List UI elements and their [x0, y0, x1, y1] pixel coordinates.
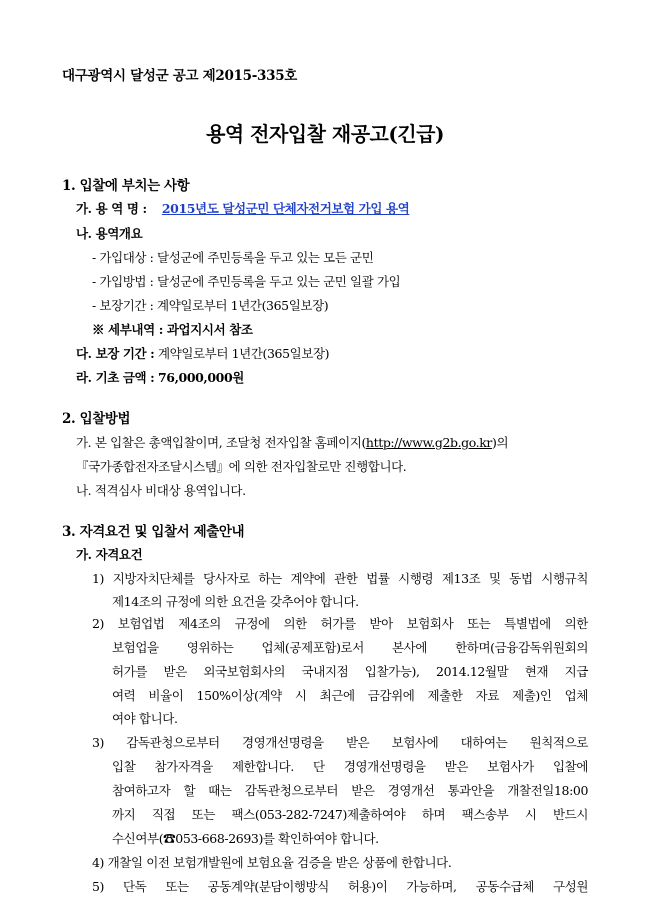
req1-line1: 1) 지방자치단체를 당사자로 하는 계약에 관한 법률 시행령 제13조 및 동법 시행규칙 [92, 571, 588, 586]
req2-line3: 허가를 받은 외국보험회사의 국내지점 입찰가능), 2014.12월말 현재 지급 [112, 664, 588, 679]
bid-method-line1 [76, 433, 508, 451]
overview-item-target: - 가입대상 : 달성군에 주민등록을 두고 있는 모든 군민 [92, 250, 374, 265]
req2-line5: 여야 합니다. [112, 711, 178, 726]
base-amount-row [76, 368, 244, 386]
base-amount-label: 라. 기초 금액 : [76, 370, 155, 385]
bid-method-na: 나. 적격심사 비대상 용역입니다. [76, 483, 246, 498]
coverage-period-row [76, 344, 329, 362]
overview-item-method: - 가입방법 : 달성군에 주민등록을 두고 있는 군민 일괄 가입 [92, 274, 401, 289]
req2-line4: 여력 비율이 150%이상(계약 시 최근에 금감위에 제출한 자료 제출)인 업체 [112, 688, 588, 703]
bid-method-suffix: )의 [492, 435, 509, 450]
detail-note: ※ 세부내역 : 과업지시서 참조 [92, 322, 253, 337]
service-name-row [76, 199, 409, 217]
bid-method-line2: 『국가종합전자조달시스템』에 의한 전자입찰로만 진행합니다. [76, 459, 407, 474]
req4-line: 4) 개찰일 이전 보험개발원에 보험요율 검증을 받은 상품에 한합니다. [92, 855, 452, 870]
req2-line2: 보험업을 영위하는 업체(공제포함)로서 본사에 한하며(금융감독위원회의 [112, 640, 588, 655]
g2b-link[interactable]: http://www.g2b.go.kr [365, 435, 493, 450]
overview-item-period: - 보장기간 : 계약일로부터 1년간(365일보장) [92, 298, 329, 313]
coverage-period-value: 계약일로부터 1년간(365일보장) [157, 346, 330, 361]
qualification-label: 가. 자격요건 [76, 547, 143, 562]
req5-line: 5) 단독 또는 공동계약(분담이행방식 허용)이 가능하며, 공동수급체 구성원 [92, 879, 588, 894]
bid-method-text: 가. 본 입찰은 총액입찰이며, 조달청 전자입찰 홈페이지( [76, 435, 366, 450]
req3-line4: 까지 직접 또는 팩스(053-282-7247)제출하여야 하며 팩스송부 시 반드시 [112, 807, 588, 822]
req3-line2: 입찰 참가자격을 제한합니다. 단 경영개선명령을 받은 보험사가 입찰에 [112, 759, 588, 774]
coverage-period-label: 다. 보장 기간 : [76, 346, 155, 361]
notice-number: 대구광역시 달성군 공고 제2015-335호 [62, 68, 298, 84]
req3-line1: 3) 감독관청으로부터 경영개선명령을 받은 보험사에 대하여는 원칙적으로 [92, 735, 588, 750]
base-amount-value: 76,000,000원 [157, 370, 244, 385]
service-overview-label: 나. 용역개요 [76, 226, 143, 241]
req1-line2: 제14조의 규정에 의한 요건을 갖추어야 합니다. [112, 594, 359, 609]
section2-heading: 2. 입찰방법 [62, 411, 131, 427]
req3-line3: 참여하고자 할 때는 감독관청으로부터 받은 경영개선 통과안을 개찰전일18:00 [112, 783, 588, 798]
service-name-label: 가. 용 역 명 : [76, 201, 147, 216]
req3-line5: 수신여부(☎053-668-2693)를 확인하여야 합니다. [112, 831, 379, 846]
document-title: 용역 전자입찰 재공고(긴급) [206, 122, 444, 146]
section1-heading: 1. 입찰에 부치는 사항 [62, 178, 190, 194]
service-name-value: 2015년도 달성군민 단체자전거보험 가입 용역 [161, 201, 410, 216]
section3-heading: 3. 자격요건 및 입찰서 제출안내 [62, 524, 245, 540]
req2-line1: 2) 보험업법 제4조의 규정에 의한 허가를 받아 보험회사 또는 특별법에 의한 [92, 616, 588, 631]
